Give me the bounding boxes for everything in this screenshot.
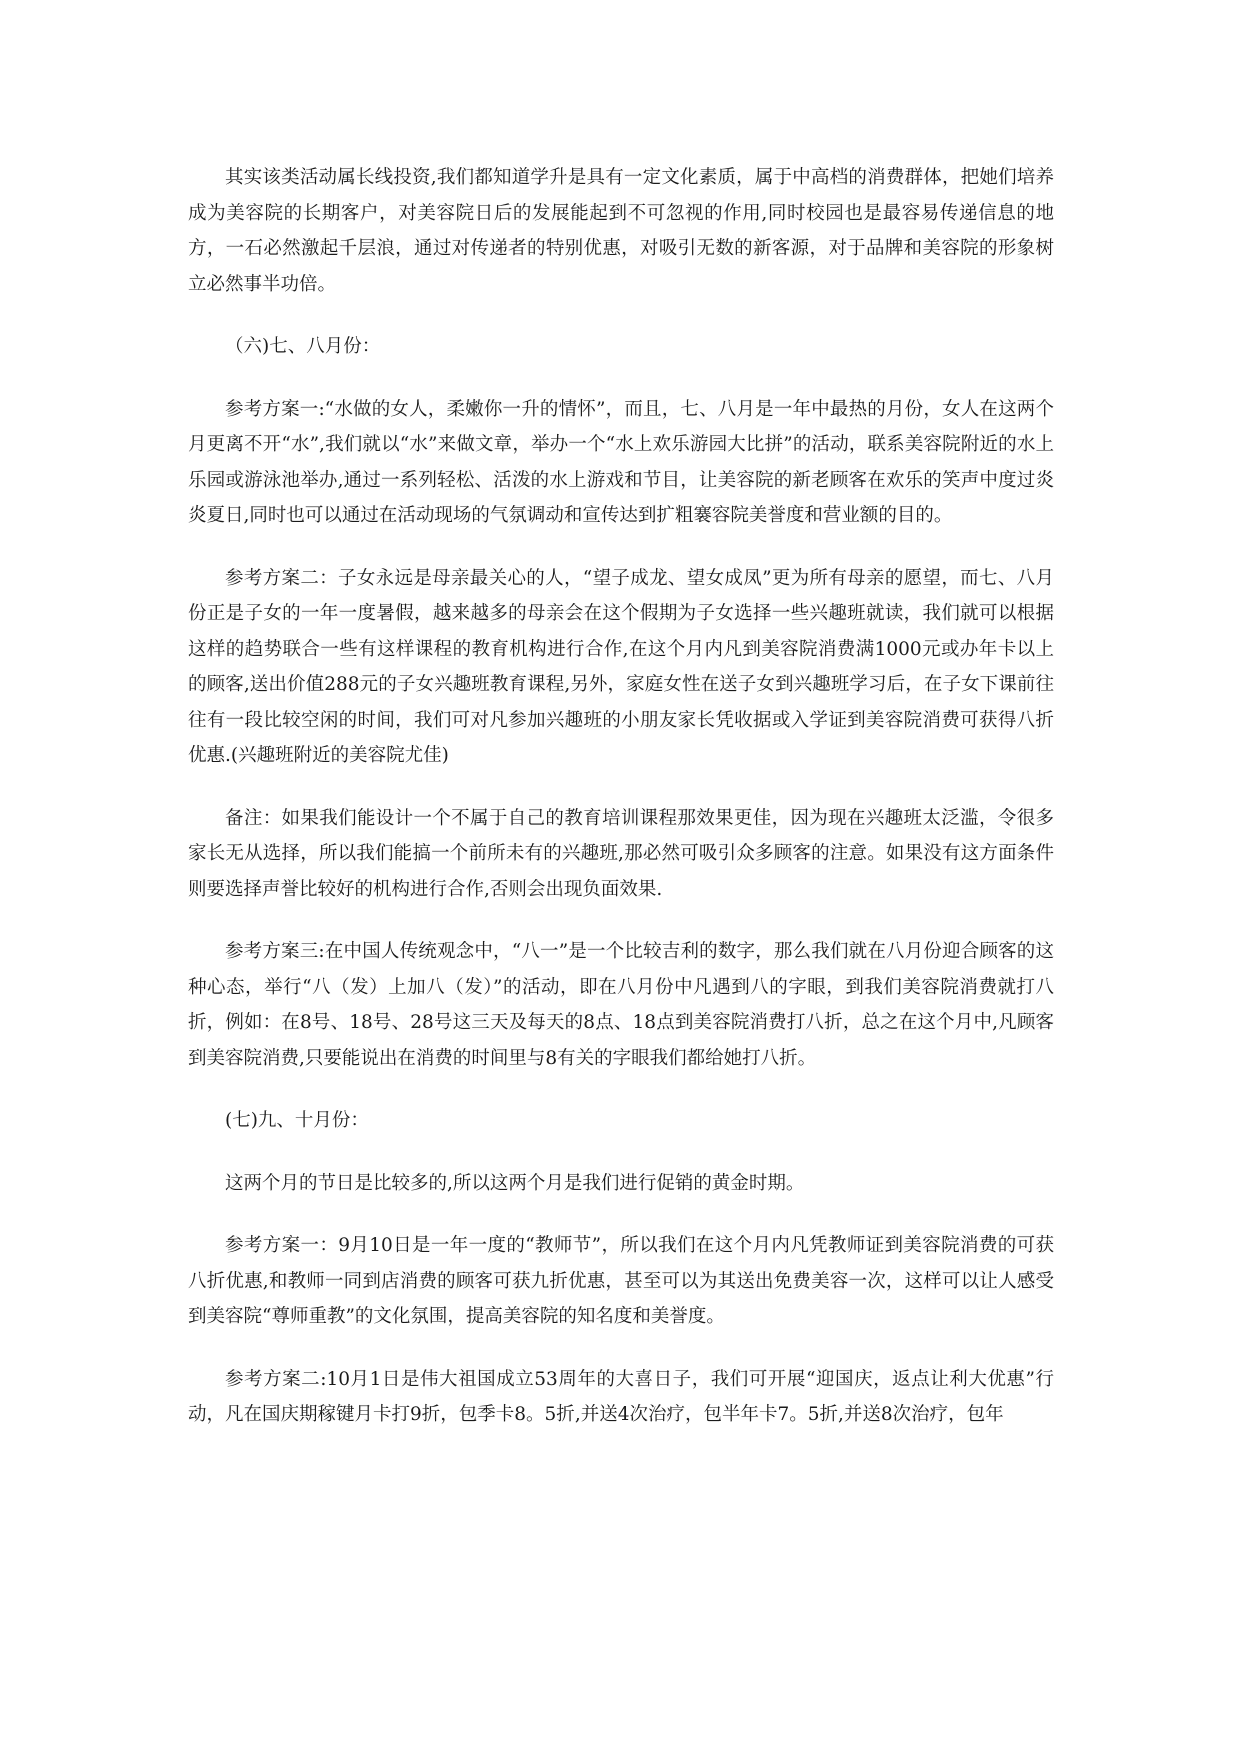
paragraph-plan-three-eight: 参考方案三:在中国人传统观念中，“八一”是一个比较吉利的数字，那么我们就在八月份迎合顾客的这种心态，举行“八（发）上加八（发）”的活动，即在八月份中凡遇到八的字眼，到我们美容院消费就打八折，例如：在8号、18号、28号这三天及每天的8点、18点到美容院消费打八折，总之在这个月中,凡顾客到美容院消费,只要能说出在消费的时间里与8有关的字眼我们都给她打八折。 bbox=[188, 941, 1054, 1069]
paragraph-plan-one-teachers-day: 参考方案一：9月10日是一年一度的“教师节”，所以我们在这个月内凡凭教师证到美容院消费的可获八折优惠,和教师一同到店消费的顾客可获九折优惠，甚至可以为其送出免费美容一次，这样可以让人感受到美容院“尊师重教”的文化氛围，提高美容院的知名度和美誉度。 bbox=[188, 1235, 1054, 1327]
paragraph-plan-two-national-day: 参考方案二:10月1日是伟大祖国成立53周年的大喜日子，我们可开展“迎国庆，返点让利大优惠”行动，凡在国庆期稼键月卡打9折，包季卡8。5折,并送4次治疗，包半年卡7。5折,并送8次治疗，包年 bbox=[188, 1368, 1054, 1425]
section-heading-july-august: （六)七、八月份： bbox=[225, 336, 381, 357]
paragraph-campus-investment: 其实该类活动属长线投资,我们都知道学升是具有一定文化素质，属于中高档的消费群体，把她们培养成为美容院的长期客户，对美容院日后的发展能起到不可忽视的作用,同时校园也是最容易传递信息的地方，一石必然激起千层浪，通过对传递者的特别优惠，对吸引无数的新客源，对于品牌和美容院的形象树立必然事半功倍。 bbox=[188, 167, 1054, 295]
paragraph-note: 备注：如果我们能设计一个不属于自己的教育培训课程那效果更佳，因为现在兴趣班太泛滥，令很多家长无从选择，所以我们能搞一个前所未有的兴趣班,那必然可吸引众多顾客的注意。如果没有这方面条件则要选择声誉比较好的机构进行合作,否则会出现负面效果. bbox=[188, 807, 1054, 900]
paragraph-plan-one-water: 参考方案一:“水做的女人，柔嫩你一升的情怀”，而且，七、八月是一年中最热的月份，女人在这两个月更离不开“水”,我们就以“水”来做文章，举办一个“水上欢乐游园大比拼”的活动，联系美容院附近的水上乐园或游泳池举办,通过一系列轻松、活泼的水上游戏和节目，让美容院的新老顾客在欢乐的笑声中度过炎炎夏日,同时也可以通过在活动现场的气氛调动和宣传达到扩粗褰容院美誉度和营业额的目的。 bbox=[188, 398, 1054, 526]
document-body bbox=[188, 160, 1054, 1460]
paragraph-holiday-intro: 这两个月的节日是比较多的,所以这两个月是我们进行促销的黄金时期。 bbox=[225, 1172, 805, 1194]
paragraph-plan-two-children: 参考方案二：子女永远是母亲最关心的人，“望子成龙、望女成凤”更为所有母亲的愿望，而七、八月份正是子女的一年一度暑假，越来越多的母亲会在这个假期为子女选择一些兴趣班就读，我们就可以根据这样的趋势联合一些有这样课程的教育机构进行合作,在这个月内凡到美容院消费满1000元或办年卡以上的顾客,送出价值288元的子女兴趣班教育课程,另外，家庭女性在送子女到兴趣班学习后，在子女下课前往往有一段比较空闲的时间，我们可对凡参加兴趣班的小朋友家长凭收据或入学证到美容院消费可获得八折优惠.(兴趣班附近的美容院尤佳) bbox=[188, 567, 1054, 766]
section-heading-sept-oct: (七)九、十月份： bbox=[225, 1110, 369, 1131]
